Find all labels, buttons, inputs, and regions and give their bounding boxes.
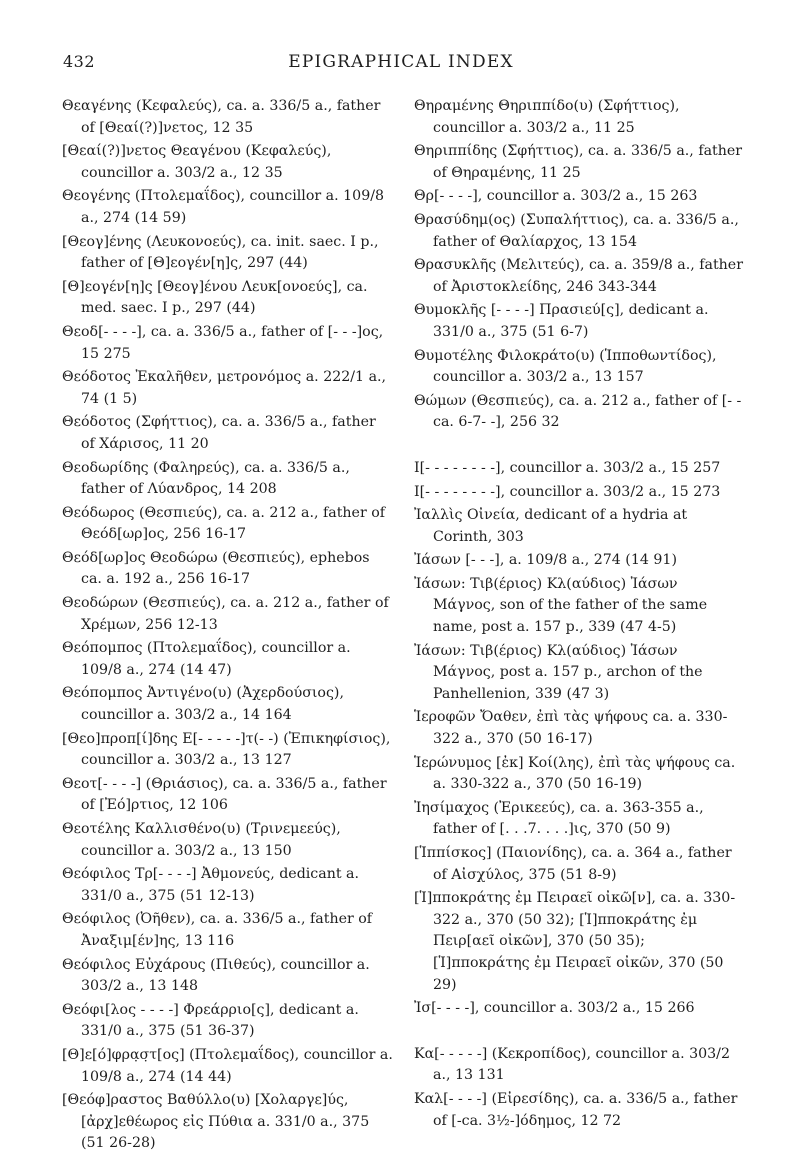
index-entry: Θώμων (Θεσπιεύς), ca. a. 212 a., father of [- -ca. 6-7- -], 256 32 — [414, 392, 742, 431]
index-entry: [Θ]ε[ό]φρα̣σ̣τ[ος] (Πτολεμαΐδος), councillor a. 109/8 a., 274 (14 44) — [62, 1046, 393, 1085]
index-entry: Ἰαλλὶς Οἰνεία, dedicant of a hydria at Corinth, 303 — [414, 507, 688, 545]
index-entry: Θυμοκλῆς [- - - -] Πρασιεύ[ς], dedicant a. 331/0 a., 375 (51 6-7) — [414, 302, 709, 340]
index-entry: [Θεόφ]ραστος Βαθύλλο(υ) [Χολαργε]ύς, [ἀρχ]εθέωρος εἰς Πύθια a. 331/0 a., 375 (51 26-28) — [62, 1092, 370, 1152]
index-entry: Καλ[- - - -] (Εἰρεσίδης), ca. a. 336/5 a., father of [-ca. 3½-]όδημος, 12 72 — [414, 1090, 738, 1129]
index-entry: Θεόδ[ωρ]ος Θεοδώρω (Θεσπιεύς), ephebos ca. a. 192 a., 256 16-17 — [62, 549, 370, 588]
index-entry: Θεοδώρων (Θεσπιεύς), ca. a. 212 a., father of Χρέμων, 256 12-13 — [62, 595, 389, 633]
index-entry: [Θ]εογέν[η]ς [Θεογ]ένου Λευκ[ονοεύς], ca. med. saec. I p., 297 (44) — [62, 278, 368, 317]
index-entry: Θεοτ[- - - -] (Θριάσιος), ca. a. 336/5 a., father of [Ἐό]ρτιος, 12 106 — [62, 775, 387, 814]
index-entry: [Θεαί(?)]νετος Θεαγένου (Κεφαλεύς), councillor a. 303/2 a., 12 35 — [62, 143, 332, 181]
index-entry: Θεόδωρος (Θεσπιεύς), ca. a. 212 a., father of Θεόδ[ωρ]ος, 256 16-17 — [62, 504, 386, 543]
index-entry: Θηριππίδης (Σφήττιος), ca. a. 336/5 a., father of Θηραμένης, 11 25 — [414, 143, 743, 181]
index-entry: [Θεο]προπ[ί]δης Ε[- - - - -]τ(- -) (Ἐπικηφίσιος), councillor a. 303/2 a., 13 127 — [62, 730, 391, 769]
group-gap — [414, 436, 744, 458]
index-entry: Θηραμένης Θηριππίδο(υ) (Σφήττιος), councillor a. 303/2 a., 11 25 — [414, 98, 680, 136]
index-entry: Ἱερώνυμος [ἐκ] Κοί(λης), ἐπὶ τὰς ψήφους ca. a. 330-322 a., 370 (50 16-19) — [414, 754, 736, 793]
index-entry: Θεογένης (Πτολεμαΐδος), councillor a. 109/8 a., 274 (14 59) — [62, 188, 385, 226]
index-entry: Ἰσ[- - - -], councillor a. 303/2 a., 15 266 — [414, 1000, 695, 1017]
index-entry: Κα[- - - - -] (Κεκροπίδος), councillor a. 303/2 a., 13 131 — [414, 1045, 730, 1084]
index-entry: [Ἱ]πποκράτης ἐμ Πειραεῖ οἰκῶ[ν], ca. a. 330-322 a., 370 (50 32); [Ἱ]πποκράτης ἐμ Πειρ[αεῖ οἰκῶν], 370 (50 35); [Ἱ]πποκράτης ἐμ Πειραεῖ οἰκῶν, 370 (50 29) — [414, 890, 736, 993]
index-entry: Θρ[- - - -], councillor a. 303/2 a., 15 263 — [414, 188, 698, 205]
index-entry: Θεόπομπος (Πτολεμαΐδος), councillor a. 109/8 a., 274 (14 47) — [62, 640, 351, 678]
index-entry: Θυμοτέλης Φιλοκράτο(υ) (Ἱπποθωντίδος), councillor a. 303/2 a., 13 157 — [414, 347, 717, 386]
index-entry: Θεόπομπος Ἀντιγένο(υ) (Ἀχερδούσιος), councillor a. 303/2 a., 14 164 — [62, 685, 344, 724]
page-header — [63, 52, 739, 78]
index-entry: Θρασυκλῆς (Μελιτεύς), ca. a. 359/8 a., father of Ἀριστοκλείδης, 246 343-344 — [414, 257, 743, 295]
index-entry: Ἰάσων [- - -], a. 109/8 a., 274 (14 91) — [414, 552, 677, 569]
index-entry: Θεόφιλος (Ὀῆθεν), ca. a. 336/5 a., father of Ἀναξιμ[έν]ης, 13 116 — [62, 911, 373, 949]
index-entry: Θεόδοτος Ἐκαλῆθεν, μετρονόμος a. 222/1 a., 74 (1 5) — [62, 369, 387, 407]
index-entry: Θεοδ[- - - -], ca. a. 336/5 a., father of [- - -]ος, 15 275 — [62, 323, 384, 362]
index-entry: Ἰάσων: Τιβ(έριος) Κλ(αύδιος) Ἰάσων Μάγνος, post a. 157 p., archon of the Panhellenion, 339 (47 3) — [414, 642, 703, 702]
index-entry: Θεοτέλης Καλλισθένο(υ) (Τρινεμεεύς), councillor a. 303/2 a., 13 150 — [62, 821, 341, 859]
left-column — [62, 96, 394, 1157]
index-entry: Ι[- - - - - - - -], councillor a. 303/2 a., 15 273 — [414, 483, 721, 500]
index-entry: Θεοδωρίδης (Φαληρεύς), ca. a. 336/5 a., father of Λύανδρος, 14 208 — [62, 459, 350, 498]
index-entry: Ἰησίμαχος (Ἐρικεεύς), ca. a. 363-355 a., father of [. . .7. . . .]ις, 370 (50 9) — [414, 799, 704, 838]
index-group-iota — [414, 458, 744, 1020]
index-entry: [Θεογ]ένης (Λευκονοεύς), ca. init. saec. I p., father of [Θ]εογέν[η]ς, 297 (44) — [62, 233, 379, 272]
group-gap — [414, 1022, 744, 1044]
index-entry: Θεόδοτος (Σφήττιος), ca. a. 336/5 a., father of Χάρισος, 11 20 — [62, 414, 376, 452]
page-title: EPIGRAPHICAL INDEX — [288, 52, 514, 72]
index-entry: Θεαγένης (Κεφαλεύς), ca. a. 336/5 a., father of [Θεαί(?)]νετος, 12 35 — [62, 98, 381, 136]
index-entry: Θεόφι[λος - - - -] Φρεάρριο[ς], dedicant a. 331/0 a., 375 (51 36-37) — [62, 1001, 359, 1040]
index-entry: [Ἱππίσκος] (Παιονίδης), ca. a. 364 a., father of Αἰσχύλος, 375 (51 8-9) — [414, 845, 732, 883]
right-column — [414, 96, 744, 1134]
index-group-theta — [414, 96, 744, 434]
index-entry: Θεόφιλος Τρ[- - - -] Ἀθμονεύς, dedicant a. 331/0 a., 375 (51 12-13) — [62, 866, 360, 904]
index-entry: Ι[- - - - - - - -], councillor a. 303/2 a., 15 257 — [414, 459, 721, 476]
index-group-kappa — [414, 1044, 744, 1132]
index-entry: Ἱεροφῶν Ὄαθεν, ἐπὶ τὰς ψήφους ca. a. 330-322 a., 370 (50 16-17) — [414, 709, 728, 748]
index-entry: Ἰάσων: Τιβ(έριος) Κλ(αύδιος) Ἰάσων Μάγνος, son of the father of the same name, post a. 157 p., 339 (47 4-5) — [414, 575, 708, 636]
index-entry: Θεόφιλος Εὐχάρους (Πιθεύς), councillor a. 303/2 a., 13 148 — [62, 956, 370, 995]
page-number: 432 — [63, 52, 96, 71]
index-entry: Θρασύδημ(ος) (Συπαλήττιος), ca. a. 336/5 a., father of Θαλίαρχος, 13 154 — [414, 211, 739, 250]
